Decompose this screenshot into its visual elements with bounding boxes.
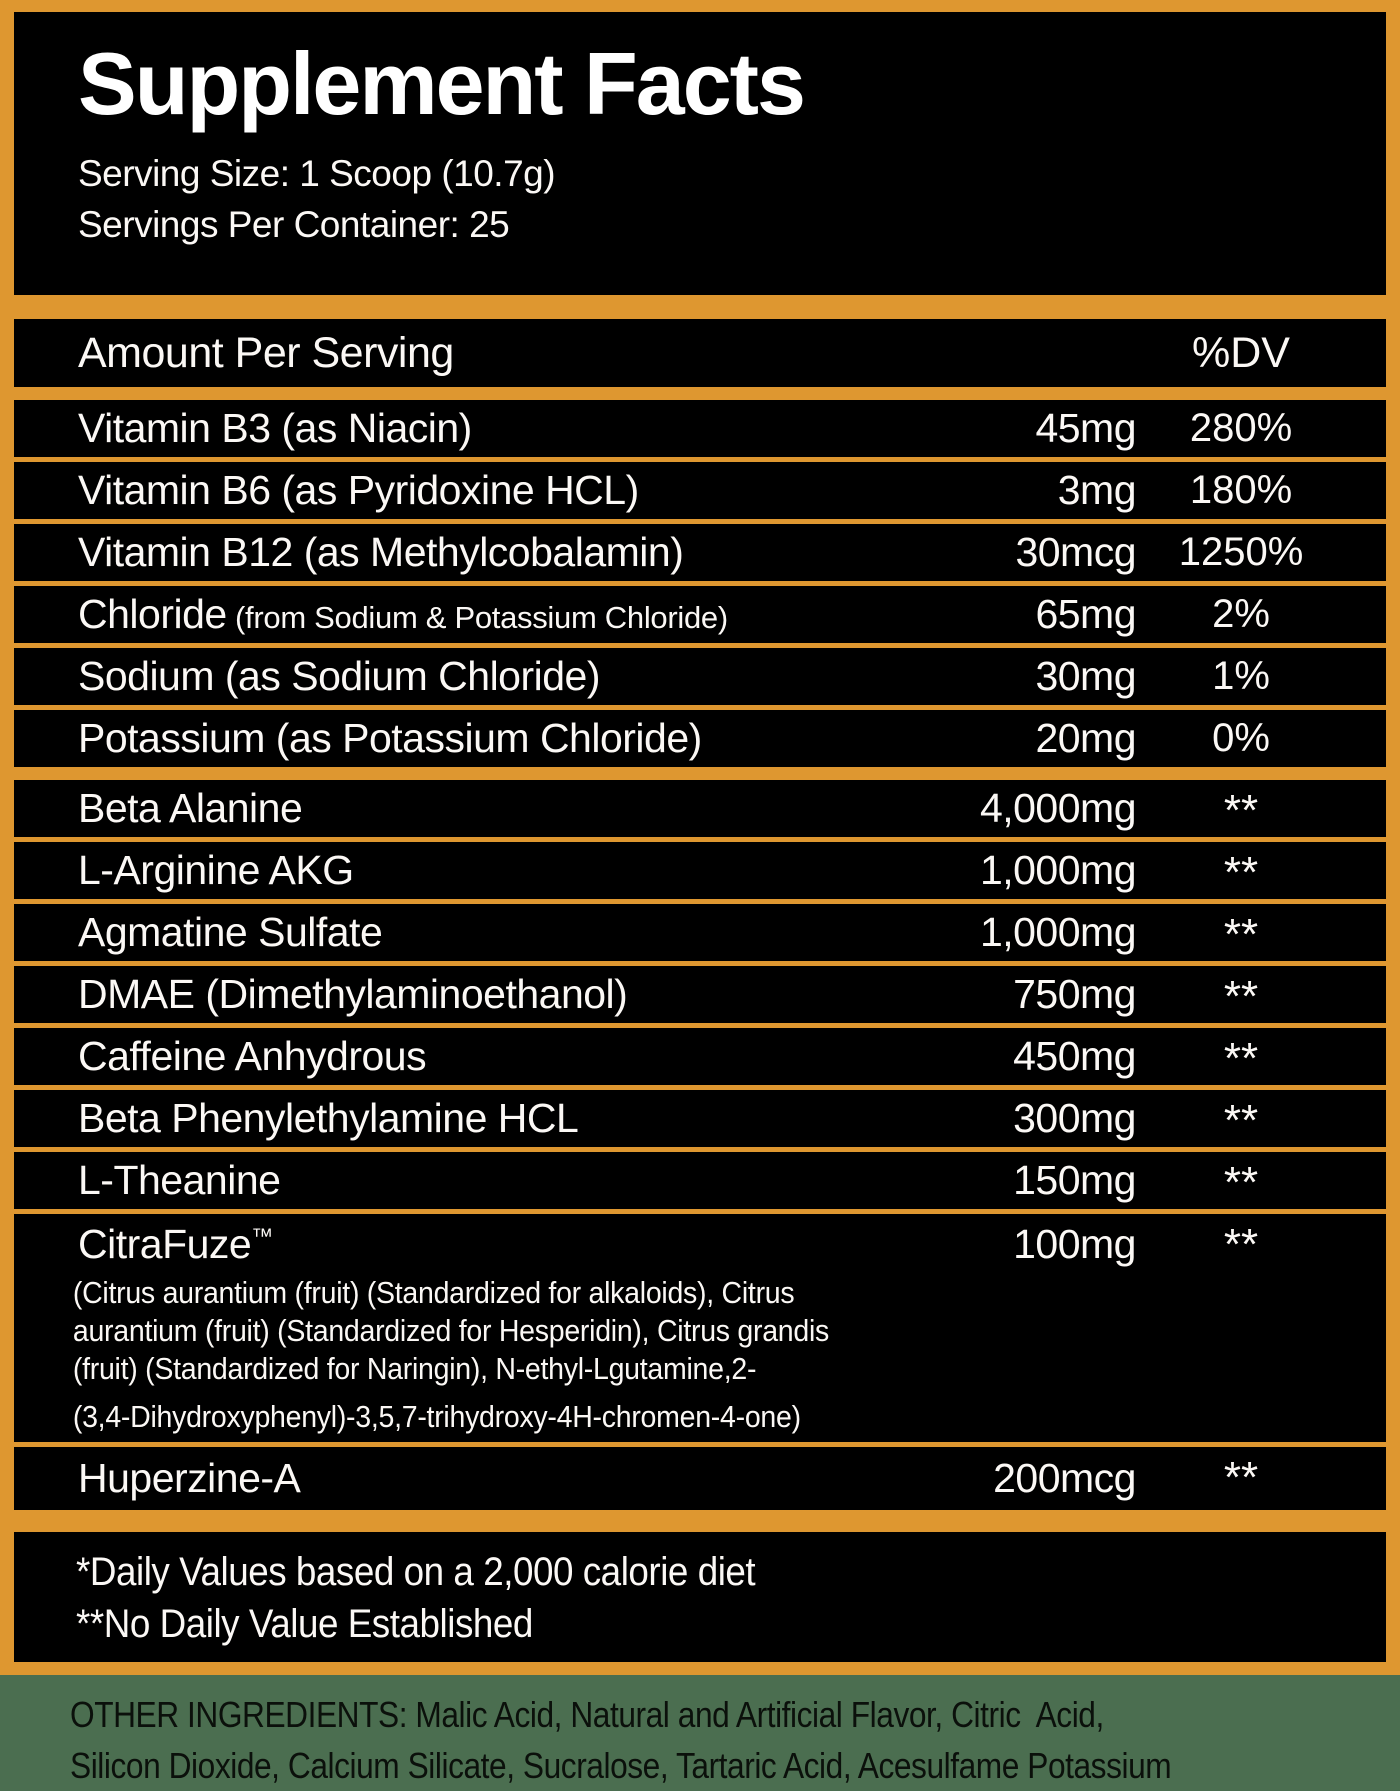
citrafuze-description	[14, 1274, 1072, 1436]
ingredient-name: Chloride (from Sodium & Potassium Chloride)	[78, 591, 728, 637]
ingredient-amount: 4,000mg	[979, 785, 1136, 831]
table-row	[14, 842, 1386, 899]
serving-info	[78, 148, 1386, 250]
citrafuze-description-line: aurantium (fruit) (Standardized for Hesperidin), Citrus grandis	[72, 1313, 830, 1348]
ingredient-amount: 450mg	[1013, 1033, 1136, 1079]
ingredient-amount: 1,000mg	[979, 909, 1136, 955]
ingredient-dv: **	[1223, 1220, 1259, 1269]
citrafuze-block	[14, 1214, 1386, 1442]
ingredient-amount: 3mg	[1057, 467, 1136, 513]
ingredient-name: Beta Alanine	[78, 785, 303, 831]
ingredient-dv: 1%	[1212, 654, 1270, 698]
post-blend-rows	[14, 1447, 1386, 1510]
serving-size: Serving Size: 1 Scoop (10.7g)	[78, 153, 556, 194]
no-daily-value-footnote: **No Daily Value Established	[76, 1602, 533, 1646]
ingredient-dv: 0%	[1212, 716, 1270, 760]
dv-header: %DV	[1192, 328, 1290, 377]
table-row	[14, 904, 1386, 961]
table-row	[14, 462, 1386, 519]
table-header-row	[14, 319, 1386, 387]
ingredient-name: Caffeine Anhydrous	[78, 1033, 427, 1079]
ingredient-name: L-Arginine AKG	[78, 847, 354, 893]
other-ingredients-line: OTHER INGREDIENTS: Malic Acid, Natural and Artificial Flavor, Citric Acid,	[70, 1694, 1104, 1735]
ingredient-dv: 180%	[1189, 468, 1293, 512]
citrafuze-description-line: (Citrus aurantium (fruit) (Standardized for alkaloids), Citrus	[72, 1275, 795, 1310]
footnotes-panel	[14, 1532, 1386, 1662]
table-row	[14, 780, 1386, 837]
ingredient-name: Vitamin B3 (as Niacin)	[78, 405, 472, 451]
ingredient-dv: **	[1223, 786, 1259, 835]
ingredient-amount: 100mg	[1013, 1220, 1136, 1267]
table-row	[14, 1152, 1386, 1209]
citrafuze-description-line: (fruit) (Standardized for Naringin), N-ethyl-Lgutamine,2-	[72, 1351, 757, 1386]
ingredient-name: L-Theanine	[78, 1157, 281, 1203]
ingredient-dv: **	[1223, 848, 1259, 897]
table-row	[14, 524, 1386, 581]
ingredient-amount: 300mg	[1013, 1095, 1136, 1141]
ingredient-amount: 1,000mg	[979, 847, 1136, 893]
ingredient-dv: **	[1223, 1096, 1259, 1145]
citrafuze-description-line: (3,4-Dihydroxyphenyl)-3,5,7-trihydroxy-4H-chromen-4-one)	[72, 1399, 801, 1434]
ingredient-amount: 30mg	[1035, 653, 1136, 699]
ingredient-name: Vitamin B6 (as Pyridoxine HCL)	[78, 467, 639, 513]
header-panel	[14, 12, 1386, 295]
ingredient-note: (from Sodium & Potassium Chloride)	[226, 600, 728, 635]
other-ingredients-line: Silicon Dioxide, Calcium Silicate, Sucralose, Tartaric Acid, Acesulfame Potassium	[70, 1745, 1172, 1786]
table-row	[14, 966, 1386, 1023]
trademark-symbol: ™	[251, 1222, 273, 1248]
table-row	[14, 710, 1386, 767]
ingredient-name: Potassium (as Potassium Chloride)	[78, 715, 702, 761]
ingredient-amount: 200mcg	[993, 1455, 1136, 1501]
table-row	[14, 1214, 1386, 1274]
ingredient-dv: **	[1223, 972, 1259, 1021]
page-title: Supplement Facts	[78, 34, 804, 133]
table-row	[14, 1028, 1386, 1085]
table-row	[14, 586, 1386, 643]
ingredient-name: Vitamin B12 (as Methylcobalamin)	[78, 529, 684, 575]
ingredient-dv: **	[1223, 1158, 1259, 1207]
ingredient-dv: 2%	[1212, 592, 1270, 636]
ingredient-amount: 750mg	[1013, 971, 1136, 1017]
ingredient-name: CitraFuze™	[78, 1220, 273, 1267]
ingredient-name: Agmatine Sulfate	[78, 909, 383, 955]
table-row	[14, 1090, 1386, 1147]
table-row	[14, 1447, 1386, 1510]
table-row	[14, 648, 1386, 705]
active-ingredient-rows	[14, 780, 1386, 1209]
daily-value-footnote: *Daily Values based on a 2,000 calorie diet	[76, 1550, 756, 1594]
ingredient-name: Beta Phenylethylamine HCL	[78, 1095, 579, 1141]
ingredient-dv: **	[1223, 1453, 1259, 1502]
vitamin-rows	[14, 400, 1386, 767]
ingredient-name: DMAE (Dimethylaminoethanol)	[78, 971, 628, 1017]
other-ingredients-band	[0, 1675, 1400, 1791]
ingredient-amount: 150mg	[1013, 1157, 1136, 1203]
ingredient-dv: **	[1223, 910, 1259, 959]
ingredient-amount: 20mg	[1035, 715, 1136, 761]
ingredient-name: Sodium (as Sodium Chloride)	[78, 653, 601, 699]
ingredient-name: Huperzine-A	[78, 1455, 301, 1501]
ingredient-amount: 45mg	[1035, 405, 1136, 451]
ingredient-amount: 30mcg	[1015, 529, 1136, 575]
ingredient-dv: 280%	[1189, 406, 1293, 450]
table-row	[14, 400, 1386, 457]
ingredient-dv: **	[1223, 1034, 1259, 1083]
ingredient-amount: 65mg	[1035, 591, 1136, 637]
amount-per-serving-header: Amount Per Serving	[78, 328, 454, 377]
servings-per-container: Servings Per Container: 25	[78, 204, 510, 245]
ingredient-dv: 1250%	[1178, 530, 1304, 574]
